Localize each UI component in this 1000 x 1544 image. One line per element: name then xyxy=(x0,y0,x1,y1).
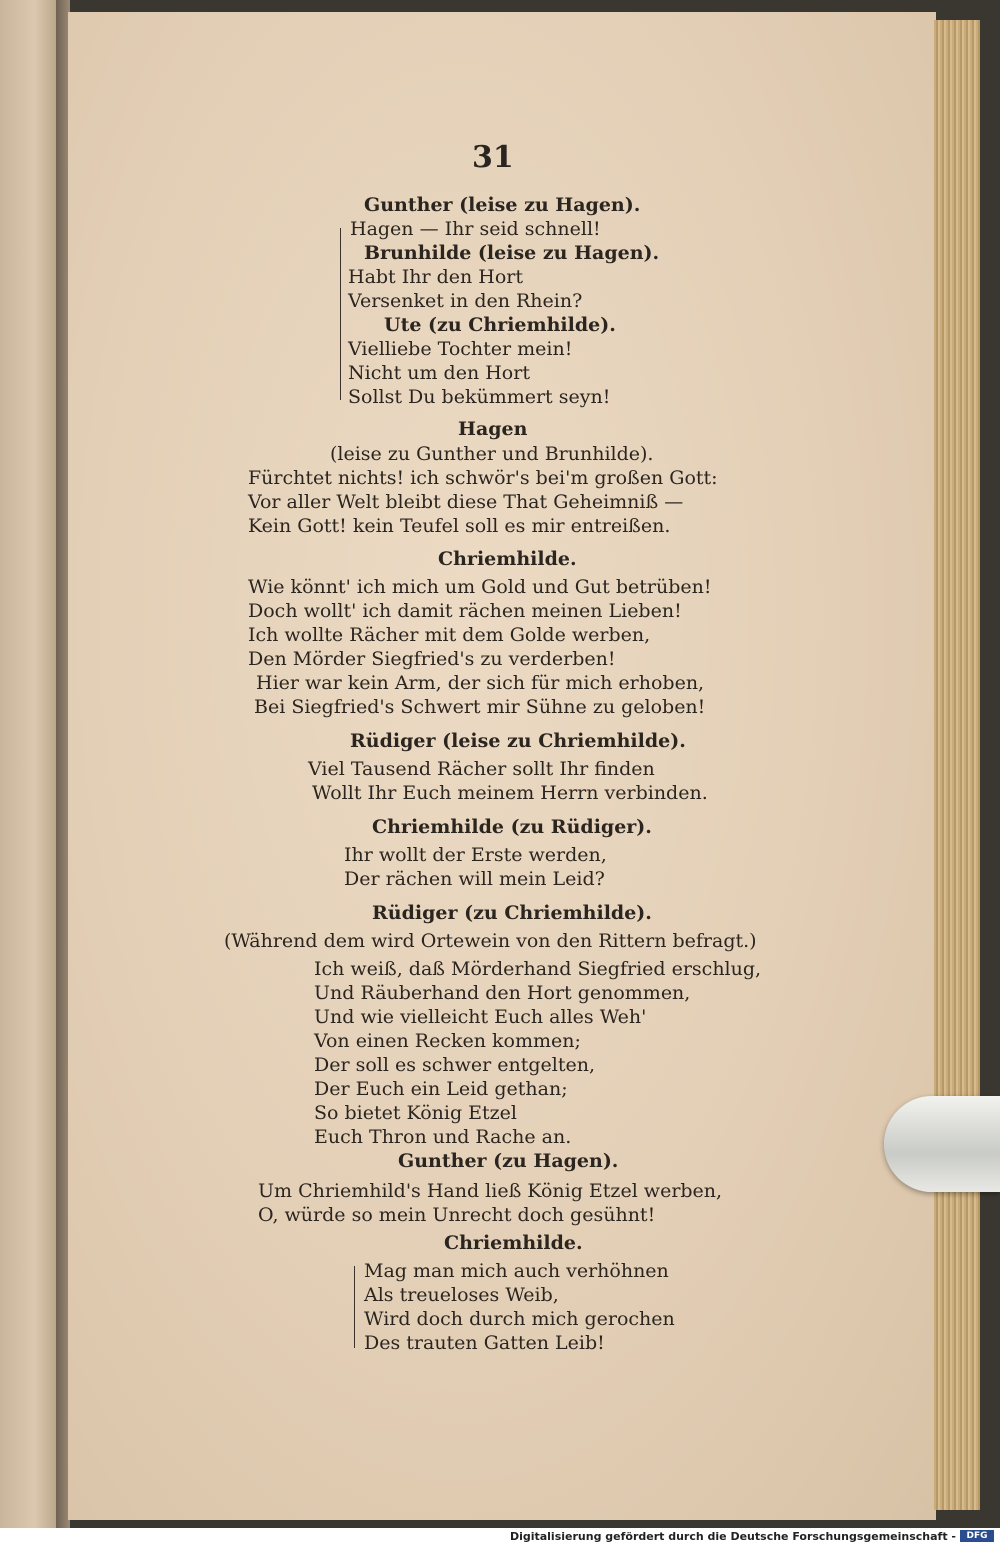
verse-line: Hier war kein Arm, der sich für mich erhoben, xyxy=(256,672,705,694)
verse-line: (Während dem wird Ortewein von den Rittern befragt.) xyxy=(224,930,757,952)
verse-line: Habt Ihr den Hort xyxy=(348,266,524,288)
speaker-heading: Gunther (zu Hagen). xyxy=(398,1150,619,1172)
verse-line: Nicht um den Hort xyxy=(348,362,530,384)
verse-line: Wie könnt' ich mich um Gold und Gut betrüben! xyxy=(248,576,712,598)
verse-line: Der rächen will mein Leid? xyxy=(344,868,605,890)
verse-line: Hagen — Ihr seid schnell! xyxy=(350,218,601,240)
verse-line: Vielliebe Tochter mein! xyxy=(348,338,573,360)
verse-line: Ich weiß, daß Mörderhand Siegfried erschlug, xyxy=(314,958,762,980)
verse-line: Euch Thron und Rache an. xyxy=(314,1126,572,1148)
verse-line: Viel Tausend Rächer sollt Ihr finden xyxy=(308,758,655,780)
verse-line: Von einen Recken kommen; xyxy=(314,1030,581,1052)
verse-line: Bei Siegfried's Schwert mir Sühne zu geloben! xyxy=(254,696,706,718)
speaker-heading: Ute (zu Chriemhilde). xyxy=(384,314,616,336)
verse-line: Doch wollt' ich damit rächen meinen Lieben! xyxy=(248,600,682,622)
page-clip xyxy=(884,1096,1000,1192)
brace-group-2 xyxy=(354,1266,355,1348)
verse-line: Ihr wollt der Erste werden, xyxy=(344,844,607,866)
left-page-edge xyxy=(0,0,58,1530)
verse-line: Um Chriemhild's Hand ließ König Etzel werben, xyxy=(258,1180,723,1202)
dfg-logo: DFG xyxy=(960,1530,994,1542)
verse-line: Des trauten Gatten Leib! xyxy=(364,1332,605,1354)
speaker-heading: Chriemhilde (zu Rüdiger). xyxy=(372,816,652,838)
speaker-heading: Brunhilde (leise zu Hagen). xyxy=(364,242,660,264)
verse-line: Und Räuberhand den Hort genommen, xyxy=(314,982,691,1004)
verse-line: (leise zu Gunther und Brunhilde). xyxy=(330,443,654,465)
verse-line: Als treueloses Weib, xyxy=(364,1284,559,1306)
verse-line: Kein Gott! kein Teufel soll es mir entreißen. xyxy=(248,515,671,537)
verse-line: Der Euch ein Leid gethan; xyxy=(314,1078,568,1100)
footer-credit: Digitalisierung gefördert durch die Deutsche Forschungsgemeinschaft - xyxy=(509,1530,956,1543)
verse-line: Versenket in den Rhein? xyxy=(348,290,583,312)
verse-line: Wollt Ihr Euch meinem Herrn verbinden. xyxy=(312,782,708,804)
verse-line: Wird doch durch mich gerochen xyxy=(364,1308,675,1330)
verse-line: Der soll es schwer entgelten, xyxy=(314,1054,596,1076)
speaker-heading: Chriemhilde. xyxy=(444,1232,583,1254)
speaker-heading: Gunther (leise zu Hagen). xyxy=(364,194,641,216)
verse-line: Den Mörder Siegfried's zu verderben! xyxy=(248,648,616,670)
verse-line: Ich wollte Rächer mit dem Golde werben, xyxy=(248,624,651,646)
speaker-heading: Rüdiger (leise zu Chriemhilde). xyxy=(350,730,686,752)
brace-group-1 xyxy=(340,228,341,400)
speaker-heading: Chriemhilde. xyxy=(438,548,577,570)
speaker-heading: Hagen xyxy=(458,418,528,440)
verse-line: So bietet König Etzel xyxy=(314,1102,518,1124)
verse-line: O, würde so mein Unrecht doch gesühnt! xyxy=(258,1204,656,1226)
verse-line: Fürchtet nichts! ich schwör's bei'm großen Gott: xyxy=(248,467,718,489)
verse-line: Sollst Du bekümmert seyn! xyxy=(348,386,611,408)
verse-line: Und wie vielleicht Euch alles Weh' xyxy=(314,1006,647,1028)
page-number: 31 xyxy=(472,140,514,175)
verse-line: Mag man mich auch verhöhnen xyxy=(364,1260,669,1282)
verse-line: Vor aller Welt bleibt diese That Geheimniß — xyxy=(248,491,684,513)
page-stack-edge xyxy=(934,20,980,1510)
speaker-heading: Rüdiger (zu Chriemhilde). xyxy=(372,902,652,924)
